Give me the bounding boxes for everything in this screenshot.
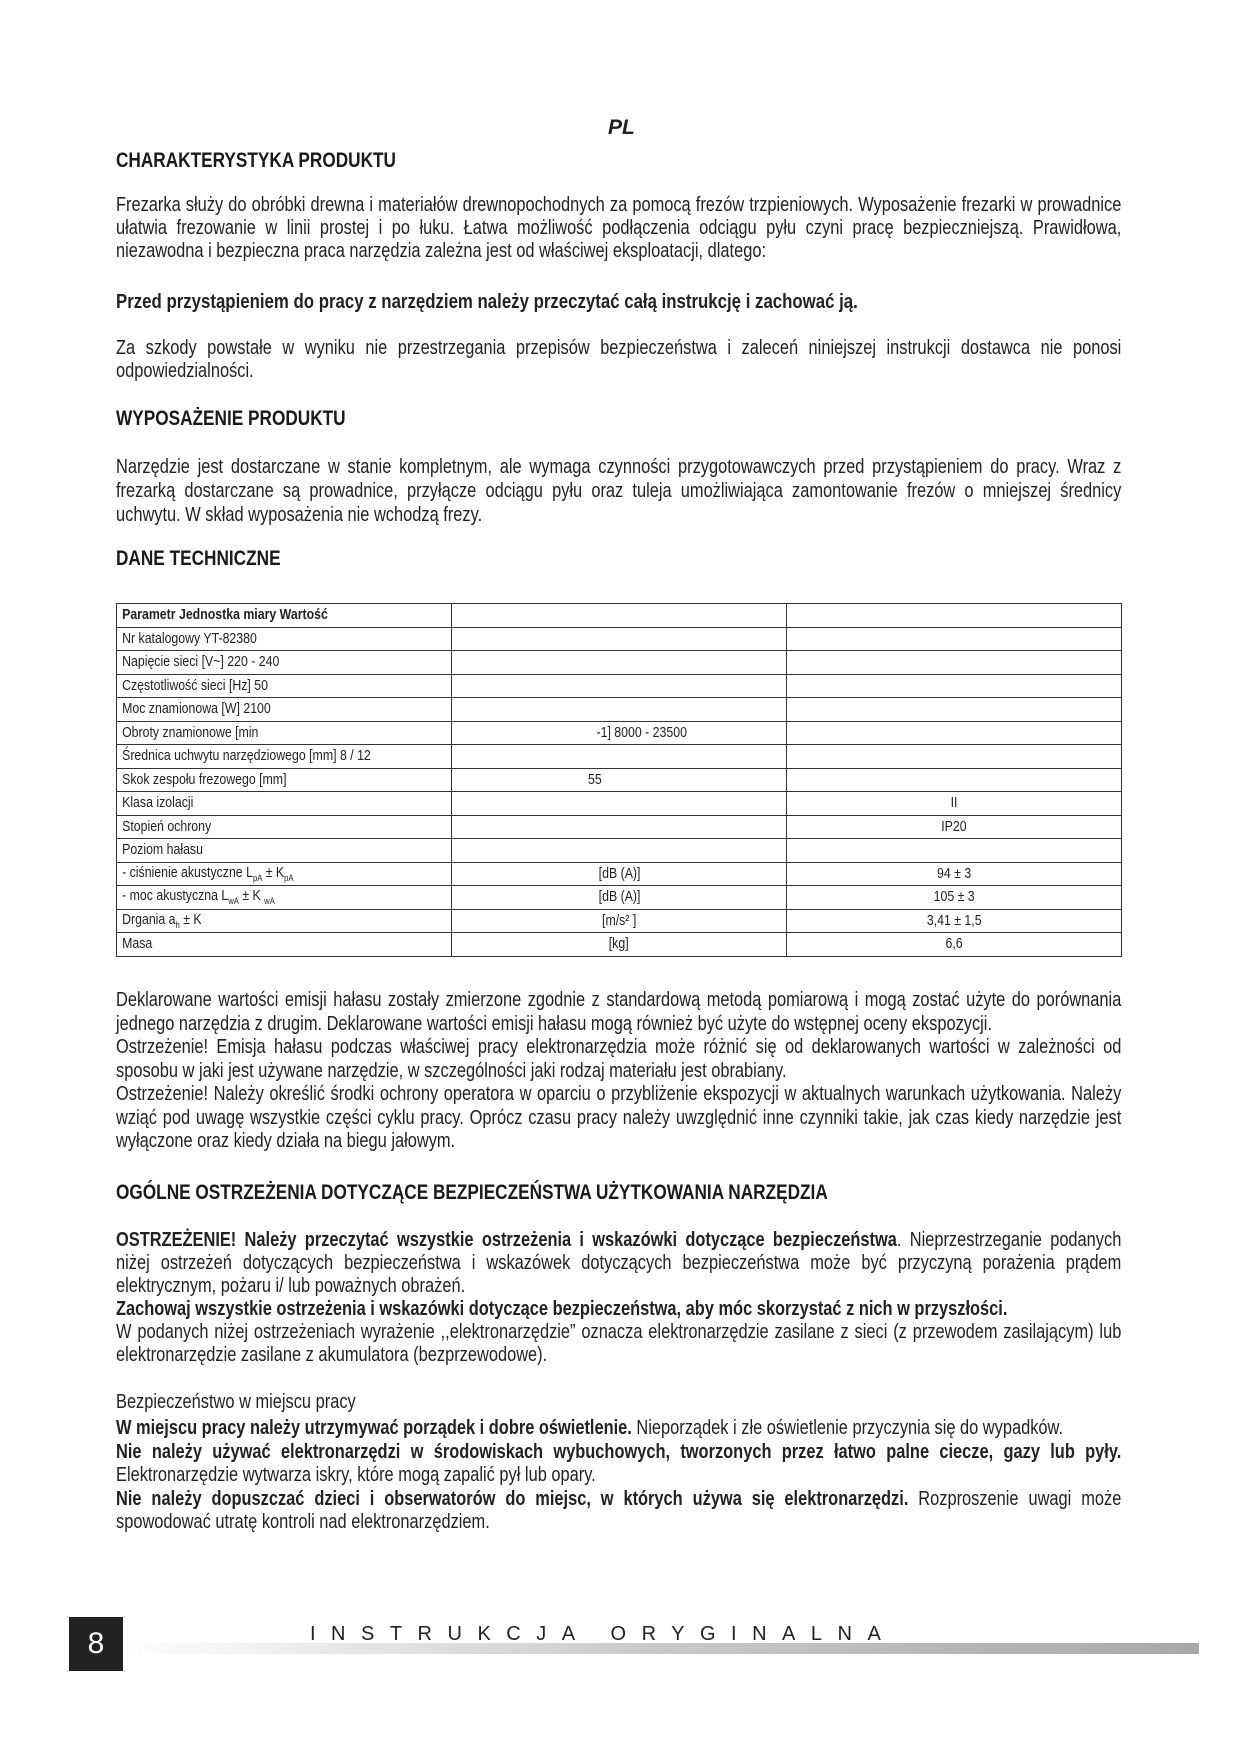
param-unit: 55 [587,771,602,788]
table-header: Parametr Jednostka miary Wartość [122,607,328,624]
param-value: 94 ± 3 [937,865,972,882]
table-row [117,886,1122,910]
paragraph-general-warning [116,1229,1121,1298]
warning-bold: OSTRZEŻENIE! Należy przeczytać wszystkie ostrzeżenia i wskazówki dotyczące bezpieczeństwa [116,1229,897,1251]
param-name: - ciśnienie akustyczne $L_{pA} \pm K_{pA}$ [122,864,294,883]
param-unit: [dB (A)] [598,889,641,906]
rule-explosive [116,1441,1121,1488]
paragraph-liability: Za szkody powstałe w wyniku nie przestrzegania przepisów bezpieczeństwa i zaleceń niniejszej instrukcji dostawca nie ponosi odpowiedzialności. [116,337,1122,382]
heading-wyposazenie: WYPOSAŻENIE PRODUKTU [116,407,346,430]
param-unit: [dB (A)] [598,865,641,882]
rule-children [116,1488,1121,1535]
rule-text: Rozproszenie uwagi może spowodować utratę kontroli nad elektronarzędziem. [116,1487,1122,1533]
param-name: Częstotliwość sieci [Hz] 50 [122,677,268,694]
warning-text: . Nieprzestrzeganie podanych niżej ostrzeżeń dotyczących bezpieczeństwa i wskazówek dotyczących bezpieczeństwa może być przyczyną porażenia prądem elektrycznym, pożaru i/ lub poważnych obrażeń. [116,1229,1122,1297]
technical-data-table [116,603,1122,957]
heading-dane-techniczne: DANE TECHNICZNE [116,547,281,570]
param-value: 105 ± 3 [933,889,975,906]
table-row [117,815,1122,839]
table-row [117,909,1122,933]
param-value: 3,41 ± 1,5 [926,912,982,929]
param-unit: [kg] [609,936,630,953]
page-number: 8 [69,1617,123,1671]
paragraph-equipment: Narzędzie jest dostarczane w stanie kompletnym, ale wymaga czynności przygotowawczych przed przystąpieniem do pracy. Wraz z frezarką dostarczane są prowadnice, przyłącze odciągu pyłu oraz tuleja umożliwiająca zamontowanie frezów o mniejszej średnicy uchwytu. W skład wyposażenia nie wchodzą frezy. [116,456,1122,526]
paragraph-definition: W podanych niżej ostrzeżeniach wyrażenie ,,elektronarzędzie” oznacza elektronarzędzie zasilane z sieci (z przewodem zasilającym) lub elektronarzędzie zasilane z akumulatora (bezprzewodowe). [116,1321,1122,1366]
workplace-rules [116,1417,1121,1535]
footer-title: INSTRUKCJA ORYGINALNA [310,1623,897,1645]
param-value: 6,6 [945,936,963,953]
table-row [117,674,1122,698]
table-row [117,792,1122,816]
param-name: Średnica uchwytu narzędziowego [mm] 8 / 12 [122,748,371,765]
table-row [117,933,1122,957]
param-name: Obroty znamionowe [min [122,724,259,741]
heading-charakterystyka: CHARAKTERYSTYKA PRODUKTU [116,149,396,172]
param-name: Napięcie sieci [V~] 220 - 240 [122,654,280,671]
param-name: Skok zespołu frezowego [mm] [122,771,287,788]
rule-order-lighting [116,1417,1121,1441]
paragraph-noise-declared: Deklarowane wartości emisji hałasu zostały zmierzone zgodnie z standardową metodą pomiarową i mogą zostać użyte do porównania jednego narzędzia z drugim. Deklarowane wartości emisji hałasu mogą również być użyte do wstępnej oceny ekspozycji. [116,989,1122,1035]
table-row [117,862,1122,886]
rule-text: Elektronarzędzie wytwarza iskry, które mogą zapalić pył lub opary. [116,1464,596,1486]
param-name: Moc znamionowa [W] 2100 [122,701,271,718]
heading-ogolne-ostrzezenia: OGÓLNE OSTRZEŻENIA DOTYCZĄCE BEZPIECZEŃSTWA UŻYTKOWANIA NARZĘDZIA [116,1181,828,1204]
param-name: - moc akustyczna $L_{wA} \pm K$ $_{wA}$ [122,888,275,907]
table-row [117,627,1122,651]
paragraph-noise-warning: Ostrzeżenie! Emisja hałasu podczas właściwej pracy elektronarzędzia może różnić się od deklarowanych wartości w zależności od sposobu w jaki jest używane narzędzie, w szczególności jaki rodzaj materiału jest obrabiany. [116,1036,1122,1082]
table-row [117,698,1122,722]
param-value: II [950,795,958,812]
paragraph-keep-warnings: Zachowaj wszystkie ostrzeżenia i wskazówki dotyczące bezpieczeństwa, aby móc skorzystać z nich w przyszłości. [116,1298,1008,1320]
table-header-row [117,604,1122,628]
param-unit: [m/s² ] [602,912,637,929]
param-value: IP20 [941,818,967,835]
rule-bold: W miejscu pracy należy utrzymywać porządek i dobre oświetlenie. [116,1417,632,1439]
table-row [117,839,1122,863]
table-row [117,745,1122,769]
rule-bold: Nie należy używać elektronarzędzi w środowiskach wybuchowych, tworzonych przez łatwo palne ciecze, gazy lub pyły. [116,1440,1122,1463]
param-name: Drgania $a_h \pm K$ [122,911,202,930]
paragraph-exposure-warning: Ostrzeżenie! Należy określić środki ochrony operatora w oparciu o przybliżenie ekspozycji w aktualnych warunkach użytkowania. Należy wziąć pod uwagę wszystkie części cyklu pracy. Oprócz czasu pracy należy uwzględnić inne czynniki takie, jak czas kiedy narzędzie jest wyłączone oraz kiedy działa na biegu jałowym. [116,1083,1122,1152]
table-row [117,651,1122,675]
language-label: PL [608,116,635,139]
param-unit: -1] 8000 - 23500 [596,724,687,741]
table-row [117,768,1122,792]
param-name: Stopień ochrony [122,818,212,835]
subheading-workplace-safety: Bezpieczeństwo w miejscu pracy [116,1391,356,1413]
rule-text: Nieporządek i złe oświetlenie przyczynia się do wypadków. [631,1417,1064,1439]
param-name: Nr katalogowy YT-82380 [122,630,257,647]
paragraph-product-description: Frezarka służy do obróbki drewna i materiałów drewnopochodnych za pomocą frezów trzpieniowych. Wyposażenie frezarki w prowadnice ułatwia frezowanie w linii prostej i po łuku. Łatwa możliwość podłączenia odciągu pyłu czyni pracę bezpieczniejszą. Prawidłowa, niezawodna i bezpieczna praca narzędzia zależna jest od właściwej eksploatacji, dlatego: [116,194,1122,262]
param-name: Klasa izolacji [122,795,194,812]
table-row [117,721,1122,745]
param-name: Masa [122,936,153,953]
rule-bold: Nie należy dopuszczać dzieci i obserwatorów do miejsc, w których używa się elektronarzędzi. [116,1487,909,1510]
param-name: Poziom hałasu [122,842,203,859]
paragraph-read-instructions: Przed przystąpieniem do pracy z narzędziem należy przeczytać całą instrukcję i zachować ją. [116,290,858,313]
